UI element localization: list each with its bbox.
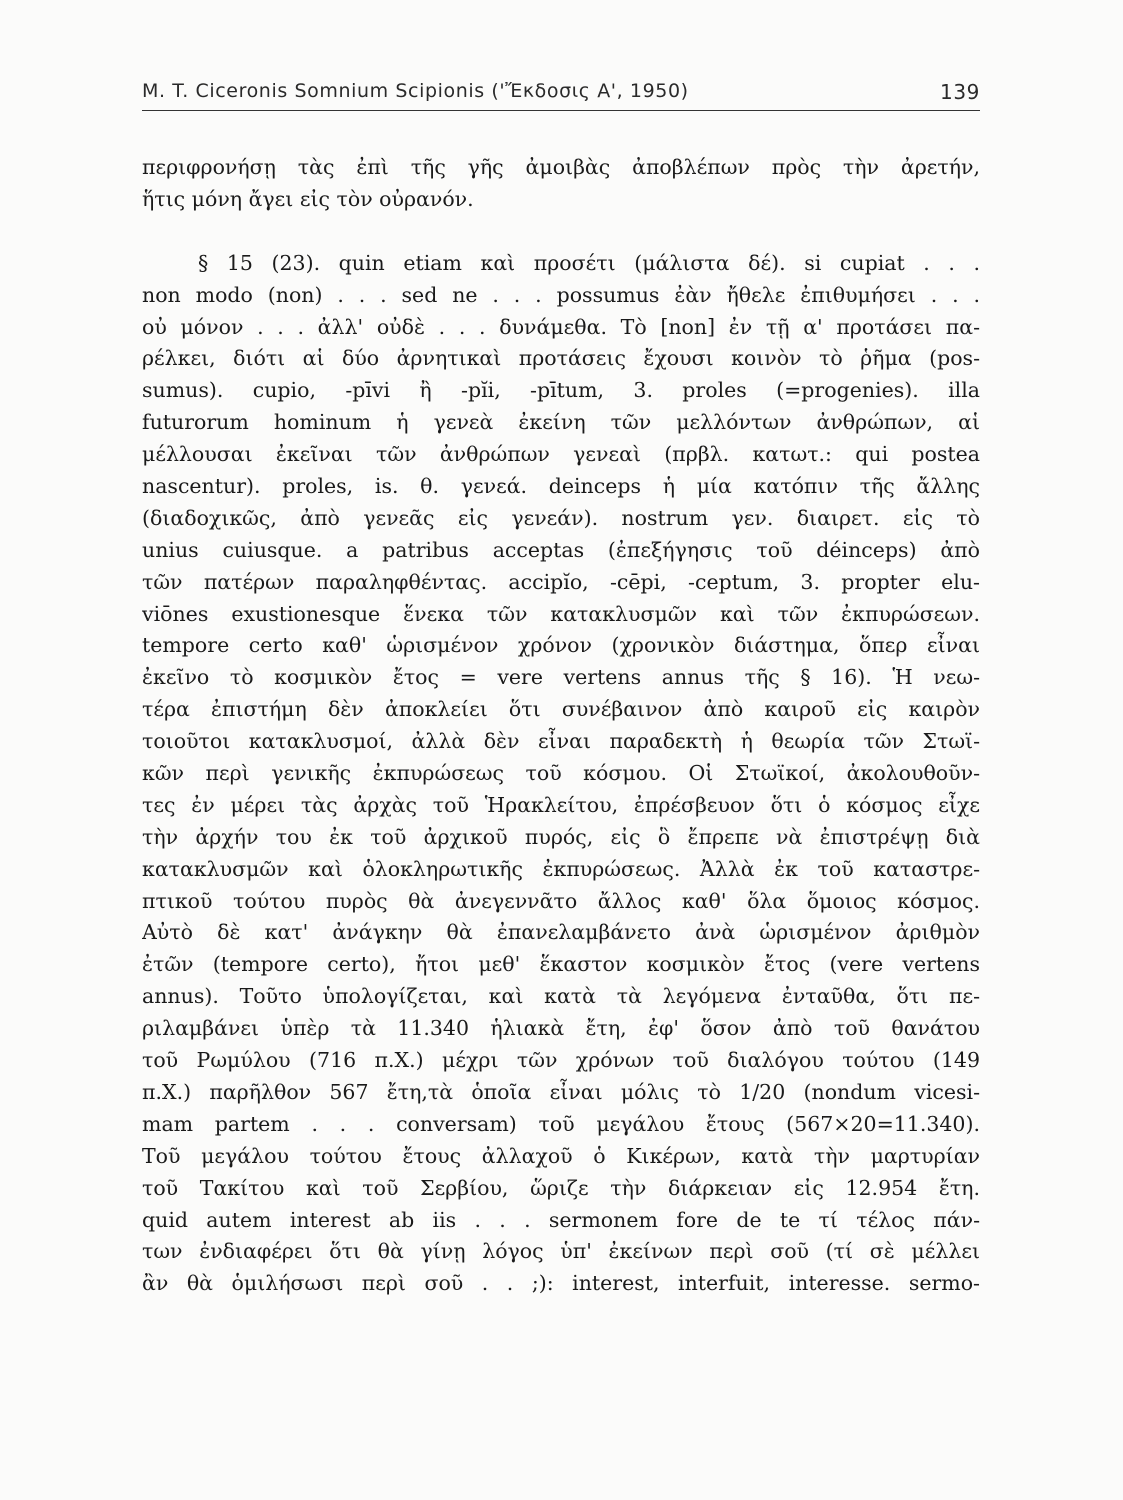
text-line: οὐ μόνον . . . ἀλλ' οὐδὲ . . . δυνάμεθα. Τὸ [non] ἐν τῇ α' προτάσει πα- — [142, 314, 980, 339]
text-line: κῶν περὶ γενικῆς ἐκπυρώσεως τοῦ κόσμου. Οἱ Στωϊκοί, ἀκολουθοῦν- — [142, 761, 980, 786]
text-line: ἂν θὰ ὁμιλήσωσι περὶ σοῦ . . ;): interest, interfuit, interesse. sermo- — [142, 1271, 980, 1296]
text-line: ριλαμβάνει ὑπὲρ τὰ 11.340 ἡλιακὰ ἔτη, ἐφ' ὅσον ἀπὸ τοῦ θανάτου — [142, 1016, 980, 1041]
text-line: τοιοῦτοι κατακλυσμοί, ἀλλὰ δὲν εἶναι παραδεκτὴ ἡ θεωρία τῶν Στωϊ- — [142, 729, 980, 754]
text-line: π.Χ.) παρῆλθον 567 ἔτη,τὰ ὁποῖα εἶναι μόλις τὸ 1/20 (nondum vicesi- — [142, 1079, 980, 1104]
text-line: unius cuiusque. a patribus acceptas (ἐπεξήγησις τοῦ déinceps) ἀπὸ — [142, 537, 980, 562]
text-line: Αὐτὸ δὲ κατ' ἀνάγκην θὰ ἐπανελαμβάνετο ἀνὰ ὡρισμένον ἀριθμὸν — [142, 920, 980, 945]
text-line: τῶν πατέρων παραληφθέντας. accipĭo, -cēpi, -ceptum, 3. propter elu- — [142, 569, 980, 594]
text-line: quid autem interest ab iis . . . sermonem fore de te τί τέλος πάν- — [142, 1207, 980, 1232]
text-line — [142, 1300, 980, 1332]
text-line: non modo (non) . . . sed ne . . . possumus ἐὰν ἤθελε ἐπιθυμήσει . . . — [142, 282, 980, 307]
running-header — [142, 76, 980, 111]
body-text — [142, 152, 980, 1332]
text-line: Τοῦ μεγάλου τούτου ἔτους ἀλλαχοῦ ὁ Κικέρων, κατὰ τὴν μαρτυρίαν — [142, 1143, 980, 1168]
text-line: viōnes exustionesque ἕνεκα τῶν κατακλυσμῶν καὶ τῶν ἐκπυρώσεων. — [142, 601, 980, 626]
text-line: μέλλουσαι ἐκεῖναι τῶν ἀνθρώπων γενεαὶ (πρβλ. κατωτ.: qui postea — [142, 442, 980, 467]
text-line: περιφρονήσῃ τὰς ἐπὶ τῆς γῆς ἀμοιβὰς ἀποβλέπων πρὸς τὴν ἀρετήν, — [142, 155, 980, 179]
text-line: sumus). cupio, -pīvi ἢ -pĭi, -pītum, 3. proles (=progenies). illa — [142, 378, 980, 403]
text-line: των ἐνδιαφέρει ὅτι θὰ γίνῃ λόγος ὑπ' ἐκείνων περὶ σοῦ (τί σὲ μέλλει — [142, 1239, 980, 1264]
text-line: ἐτῶν (tempore certo), ἤτοι μεθ' ἕκαστον κοσμικὸν ἔτος (vere vertens — [142, 952, 980, 977]
text-line: τες ἐν μέρει τὰς ἀρχὰς τοῦ Ἡρακλείτου, ἐπρέσβευον ὅτι ὁ κόσμος εἶχε — [142, 792, 980, 817]
text-line: τοῦ Τακίτου καὶ τοῦ Σερβίου, ὥριζε τὴν διάρκειαν εἰς 12.954 ἔτη. — [142, 1175, 980, 1200]
text-line: ἐκεῖνο τὸ κοσμικὸν ἔτος = vere vertens annus τῆς § 16). Ἡ νεω- — [142, 665, 980, 690]
text-line: τὴν ἀρχήν του ἐκ τοῦ ἀρχικοῦ πυρός, εἰς ὃ ἔπρεπε νὰ ἐπιστρέψῃ διὰ — [142, 824, 980, 849]
text-line: tempore certo καθ' ὡρισμένον χρόνον (χρονικὸν διάστημα, ὅπερ εἶναι — [142, 633, 980, 658]
page-number: 139 — [940, 80, 980, 104]
header-title: M. T. Ciceronis Somnium Scipionis ('Ἔκδοσις Α', 1950) — [142, 80, 689, 102]
text-line: mam partem . . . conversam) τοῦ μεγάλου ἔτους (567×20=11.340). — [142, 1111, 980, 1136]
text-line: § 15 (23). quin etiam καὶ προσέτι (μάλιστα δέ). si cupiat . . . — [198, 250, 980, 275]
text-line: τοῦ Ρωμύλου (716 π.Χ.) μέχρι τῶν χρόνων τοῦ διαλόγου τούτου (149 — [142, 1048, 980, 1073]
text-line: κατακλυσμῶν καὶ ὁλοκληρωτικῆς ἐκπυρώσεως. Ἀλλὰ ἐκ τοῦ καταστρε- — [142, 856, 980, 881]
text-line: ρέλκει, διότι αἱ δύο ἀρνητικαὶ προτάσεις ἔχουσι κοινὸν τὸ ῥῆμα (pos- — [142, 346, 980, 371]
text-line: ἥτις μόνη ἄγει εἰς τὸν οὐρανόν. — [142, 186, 474, 211]
text-line: πτικοῦ τούτου πυρὸς θὰ ἀνεγεννᾶτο ἄλλος καθ' ὅλα ὅμοιος κόσμος. — [142, 888, 980, 913]
text-line: nascentur). proles, is. θ. γενεά. deinceps ἡ μία κατόπιν τῆς ἄλλης — [142, 474, 980, 499]
text-line: futurorum hominum ἡ γενεὰ ἐκείνη τῶν μελλόντων ἀνθρώπων, αἱ — [142, 410, 980, 435]
text-line: τέρα ἐπιστήμη δὲν ἀποκλείει ὅτι συνέβαινον ἀπὸ καιροῦ εἰς καιρὸν — [142, 697, 980, 722]
text-line: annus). Τοῦτο ὑπολογίζεται, καὶ κατὰ τὰ λεγόμενα ἐνταῦθα, ὅτι πε- — [142, 984, 980, 1009]
text-line: (διαδοχικῶς, ἀπὸ γενεᾶς εἰς γενεάν). nostrum γεν. διαιρετ. εἰς τὸ — [142, 505, 980, 530]
